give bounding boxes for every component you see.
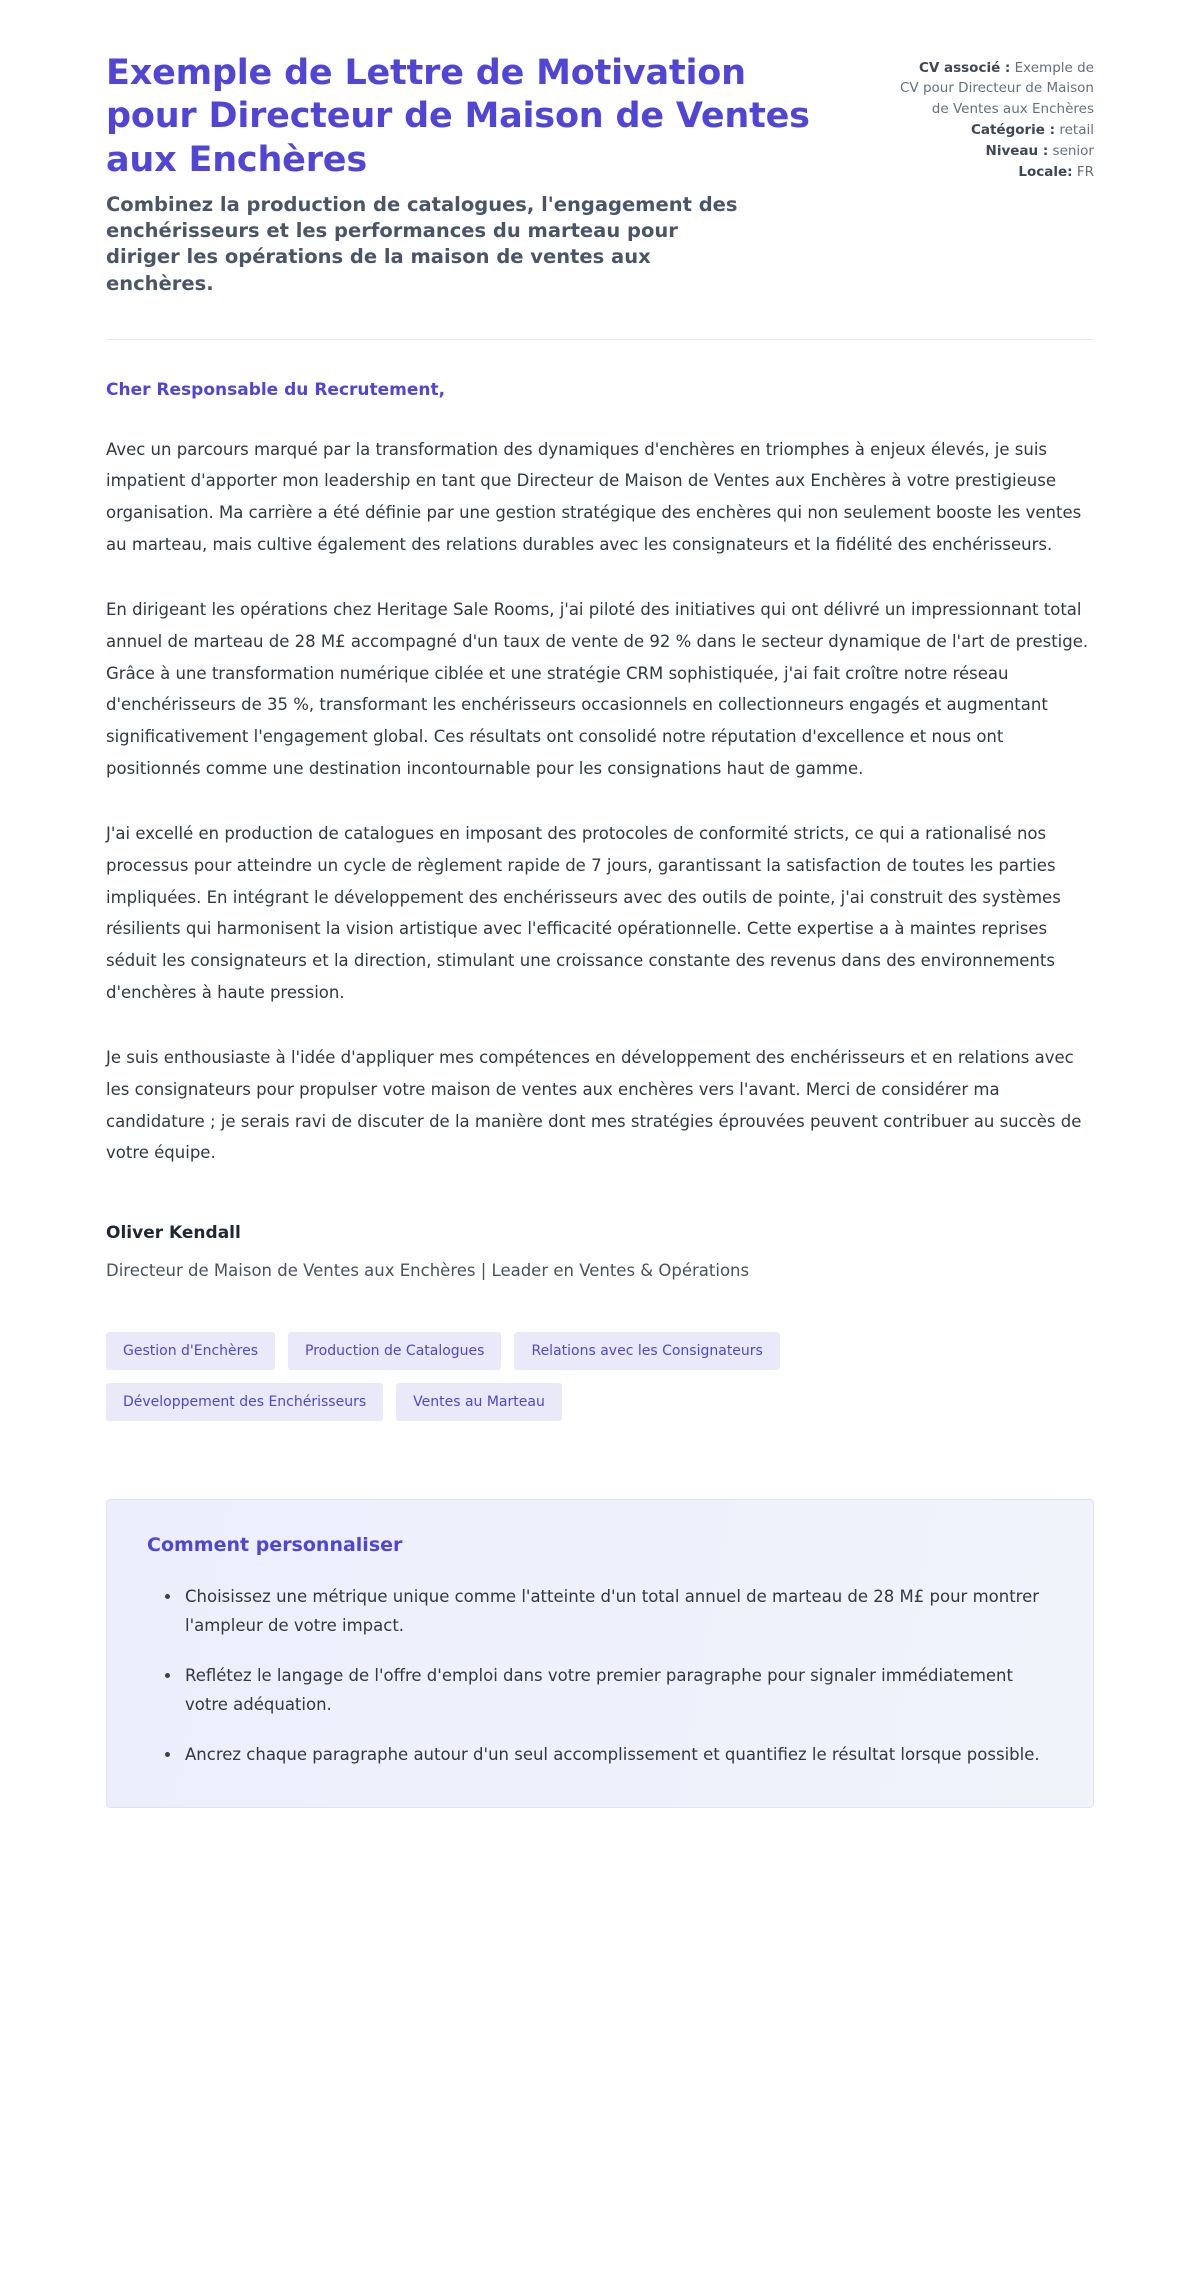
page-title: Exemple de Lettre de Motivation pour Directeur de Maison de Ventes aux Enchères <box>106 53 810 180</box>
header-text-block <box>106 52 826 297</box>
callout-list-item: Choisissez une métrique unique comme l'atteinte d'un total annuel de marteau de 28 M£ pour montrer l'ampleur de votre impact. <box>171 1582 1053 1641</box>
letter-paragraph: En dirigeant les opérations chez Heritage Sale Rooms, j'ai piloté des initiatives qui ont délivré un impressionnant total annuel de marteau de 28 M£ accompagné d'un taux de vente de 92 % dans le secteur dynamique de l'art de prestige. Grâce à une transformation numérique ciblée et une stratégie CRM sophistiquée, j'ai fait croître notre réseau d'enchérisseurs de 35 %, transformant les enchérisseurs occasionnels en collectionneurs engagés et augmentant significativement l'engagement global. Ces résultats ont consolidé notre réputation d'excellence et nous ont positionnés comme une destination incontournable pour les consignations haut de gamme. <box>106 600 1089 778</box>
callout-list-item: Reflétez le langage de l'offre d'emploi dans votre premier paragraphe pour signaler immédiatement votre adéquation. <box>171 1661 1053 1720</box>
tag-chip[interactable]: Développement des Enchérisseurs <box>106 1383 383 1421</box>
letter-salutation: Cher Responsable du Recrutement, <box>106 379 446 400</box>
metadata-value-associated-cv: Exemple de CV pour Directeur de Maison de Ventes aux Enchères <box>900 60 1094 117</box>
letter-paragraph: Je suis enthousiaste à l'idée d'appliquer mes compétences en développement des enchérisseurs et en relations avec les consignateurs pour propulser votre maison de ventes aux enchères vers l'avant. Merci de considérer ma candidature ; je serais ravi de discuter de la manière dont mes stratégies éprouvées peuvent contribuer au succès de votre équipe. <box>106 1048 1082 1163</box>
page-subtitle: Combinez la production de catalogues, l'engagement des enchérisseurs et les performances du marteau pour diriger les opérations de la maison de ventes aux enchères. <box>106 193 738 295</box>
metadata-row-locale <box>898 162 1094 182</box>
metadata-row-level <box>898 141 1094 161</box>
metadata-label-level: Niveau : <box>985 143 1049 159</box>
metadata-row-category <box>898 120 1094 140</box>
metadata-value-category: retail <box>1059 121 1094 138</box>
callout-list-item: Ancrez chaque paragraphe autour d'un seul accomplissement et quantifiez le résultat lorsque possible. <box>171 1740 1053 1769</box>
tag-chip[interactable]: Production de Catalogues <box>288 1332 501 1370</box>
tag-list <box>106 1332 896 1421</box>
document-header <box>106 52 1094 297</box>
letter-paragraph: Avec un parcours marqué par la transformation des dynamiques d'enchères en triomphes à enjeux élevés, je suis impatient d'apporter mon leadership en tant que Directeur de Maison de Ventes aux Enchères à votre prestigieuse organisation. Ma carrière a été définie par une gestion stratégique des enchères qui non seulement booste les ventes au marteau, mais cultive également des relations durables avec les consignateurs et la fidélité des enchérisseurs. <box>106 439 1082 554</box>
tag-chip[interactable]: Ventes au Marteau <box>396 1383 562 1421</box>
metadata-value-locale: FR <box>1076 164 1094 181</box>
metadata-label-locale: Locale: <box>1018 164 1073 181</box>
callout-title: Comment personnaliser <box>147 1534 403 1557</box>
metadata-label-associated-cv: CV associé : <box>918 60 1011 76</box>
signature-block <box>106 1223 1094 1280</box>
tag-chip[interactable]: Gestion d'Enchères <box>106 1332 275 1370</box>
metadata-value-level: senior <box>1052 143 1094 159</box>
callout-list <box>147 1582 1053 1769</box>
signature-name: Oliver Kendall <box>106 1223 241 1244</box>
tag-chip[interactable]: Relations avec les Consignateurs <box>514 1332 779 1370</box>
metadata-label-category: Catégorie : <box>970 121 1056 138</box>
letter-body <box>106 340 1094 1808</box>
letter-paragraph: J'ai excellé en production de catalogues en imposant des protocoles de conformité stricts, ce qui a rationalisé nos processus pour atteindre un cycle de règlement rapide de 7 jours, garantissant la satisfaction de toutes les parties impliquées. En intégrant le développement des enchérisseurs avec des outils de pointe, j'ai construit des systèmes résilients qui harmonisent la vision artistique avec l'efficacité opérationnelle. Cette expertise a à maintes reprises séduit les consignateurs et la direction, stimulant une croissance constante des revenus dans des environnements d'enchères à haute pression. <box>106 824 1061 1002</box>
metadata-panel <box>898 52 1094 184</box>
how-to-customize-callout <box>106 1499 1094 1808</box>
signature-role: Directeur de Maison de Ventes aux Enchères | Leader en Ventes & Opérations <box>106 1261 750 1281</box>
metadata-row-associated-cv <box>898 58 1094 119</box>
